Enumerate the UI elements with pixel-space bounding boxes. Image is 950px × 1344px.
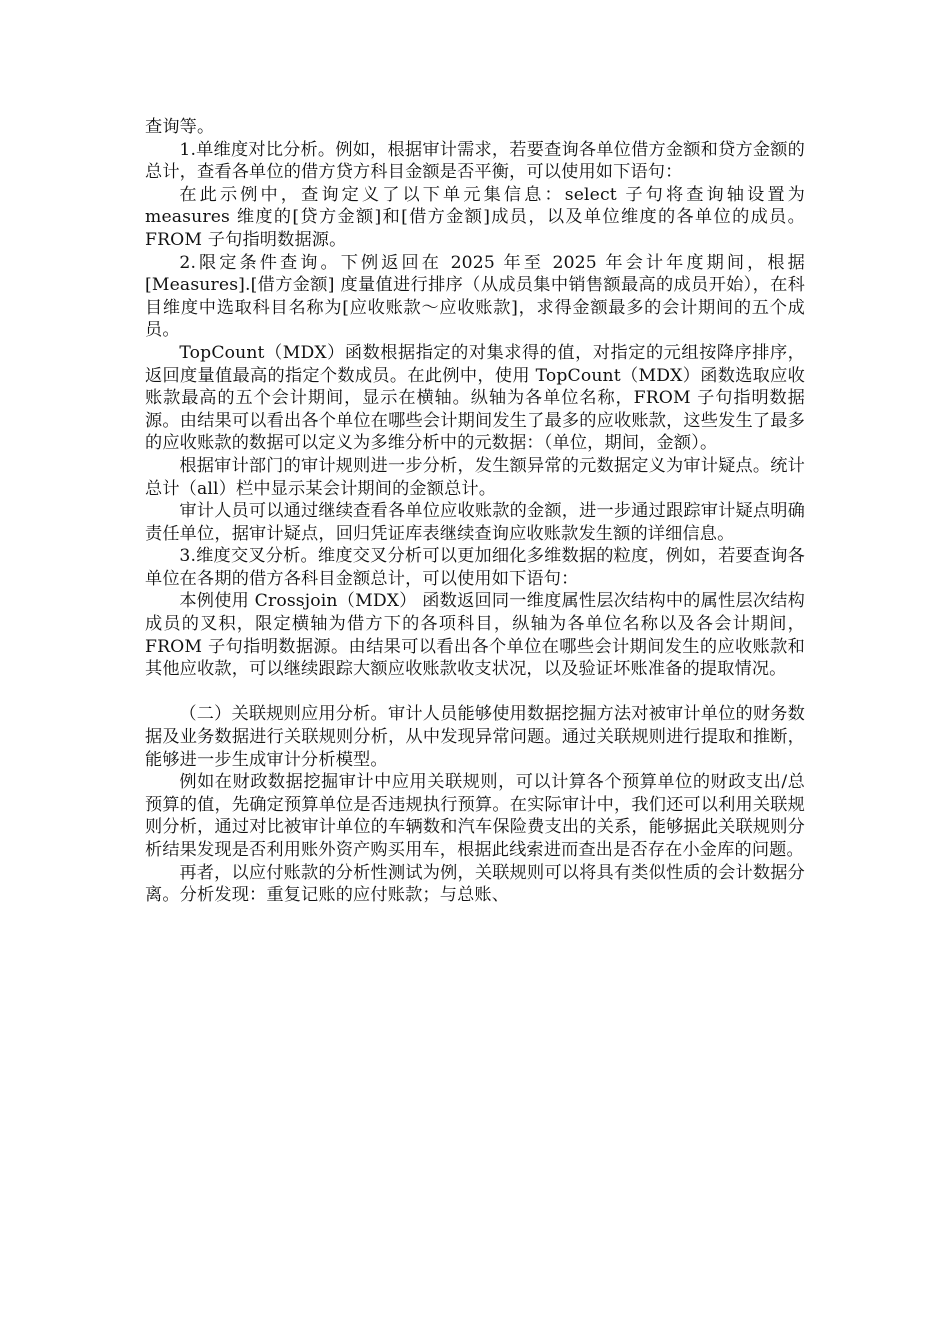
paragraph-gap [145,681,805,704]
paragraph: 2.限定条件查询。下例返回在 2025 年至 2025 年会计年度期间，根据[Measures].[借方金额] 度量值进行排序（从成员集中销售额最高的成员开始），在科目维度中选取科目名称为[应收账款～应收账款]，求得金额最多的会计期间的五个成员。 [145,252,805,341]
paragraph: 在此示例中，查询定义了以下单元集信息：select 子句将查询轴设置为 measures 维度的[贷方金额]和[借方金额]成员，以及单位维度的各单位的成员。FROM 子句指明数据源。 [145,184,805,250]
paragraph: 例如在财政数据挖掘审计中应用关联规则，可以计算各个预算单位的财政支出/总预算的值，先确定预算单位是否违规执行预算。在实际审计中，我们还可以利用关联规则分析，通过对比被审计单位的车辆数和汽车保险费支出的关系，能够据此关联规则分析结果发现是否利用账外资产购买用车，根据此线索进而查出是否存在小金库的问题。 [145,772,805,860]
paragraph: TopCount（MDX）函数根据指定的对集求得的值，对指定的元组按降序排序，返回度量值最高的指定个数成员。在此例中，使用 TopCount（MDX）函数选取应收账款最高的五个会计期间，显示在横轴。纵轴为各单位名称，FROM 子句指明数据源。由结果可以看出各个单位在哪些会计期间发生了最多的应收账款，这些发生了最多的应收账款的数据可以定义为多维分析中的元数据：（单位，期间，金额）。 [145,342,805,454]
document-body [145,116,805,907]
paragraph: 审计人员可以通过继续查看各单位应收账款的金额，进一步通过跟踪审计疑点明确责任单位，据审计疑点，回归凭证库表继续查询应收账款发生额的详细信息。 [145,501,805,544]
paragraph: 根据审计部门的审计规则进一步分析，发生额异常的元数据定义为审计疑点。统计总计（all）栏中显示某会计期间的金额总计。 [145,455,805,499]
paragraph: 再者，以应付账款的分析性测试为例，关联规则可以将具有类似性质的会计数据分离。分析发现：重复记账的应付账款；与总账、 [145,862,805,906]
paragraph: 本例使用 Crossjoin（MDX） 函数返回同一维度属性层次结构中的属性层次结构成员的叉积，限定横轴为借方下的各项科目，纵轴为各单位名称以及各会计期间，FROM 子句指明数据源。由结果可以看出各个单位在哪些会计期间发生的应收账款和其他应收款，可以继续跟踪大额应收账款收支状况，以及验证坏账准备的提取情况。 [145,591,805,680]
section-heading-paragraph: （二）关联规则应用分析。审计人员能够使用数据挖掘方法对被审计单位的财务数据及业务数据进行关联规则分析，从中发现异常问题。通过关联规则进行提取和推断，能够进一步生成审计分析模型。 [145,704,805,770]
paragraph: 1.单维度对比分析。例如，根据审计需求，若要查询各单位借方金额和贷方金额的总计，查看各单位的借方贷方科目金额是否平衡，可以使用如下语句： [145,139,805,183]
paragraph: 查询等。 [145,117,215,137]
paragraph: 3.维度交叉分析。维度交叉分析可以更加细化多维数据的粒度，例如，若要查询各单位在各期的借方各科目金额总计，可以使用如下语句： [145,546,805,589]
